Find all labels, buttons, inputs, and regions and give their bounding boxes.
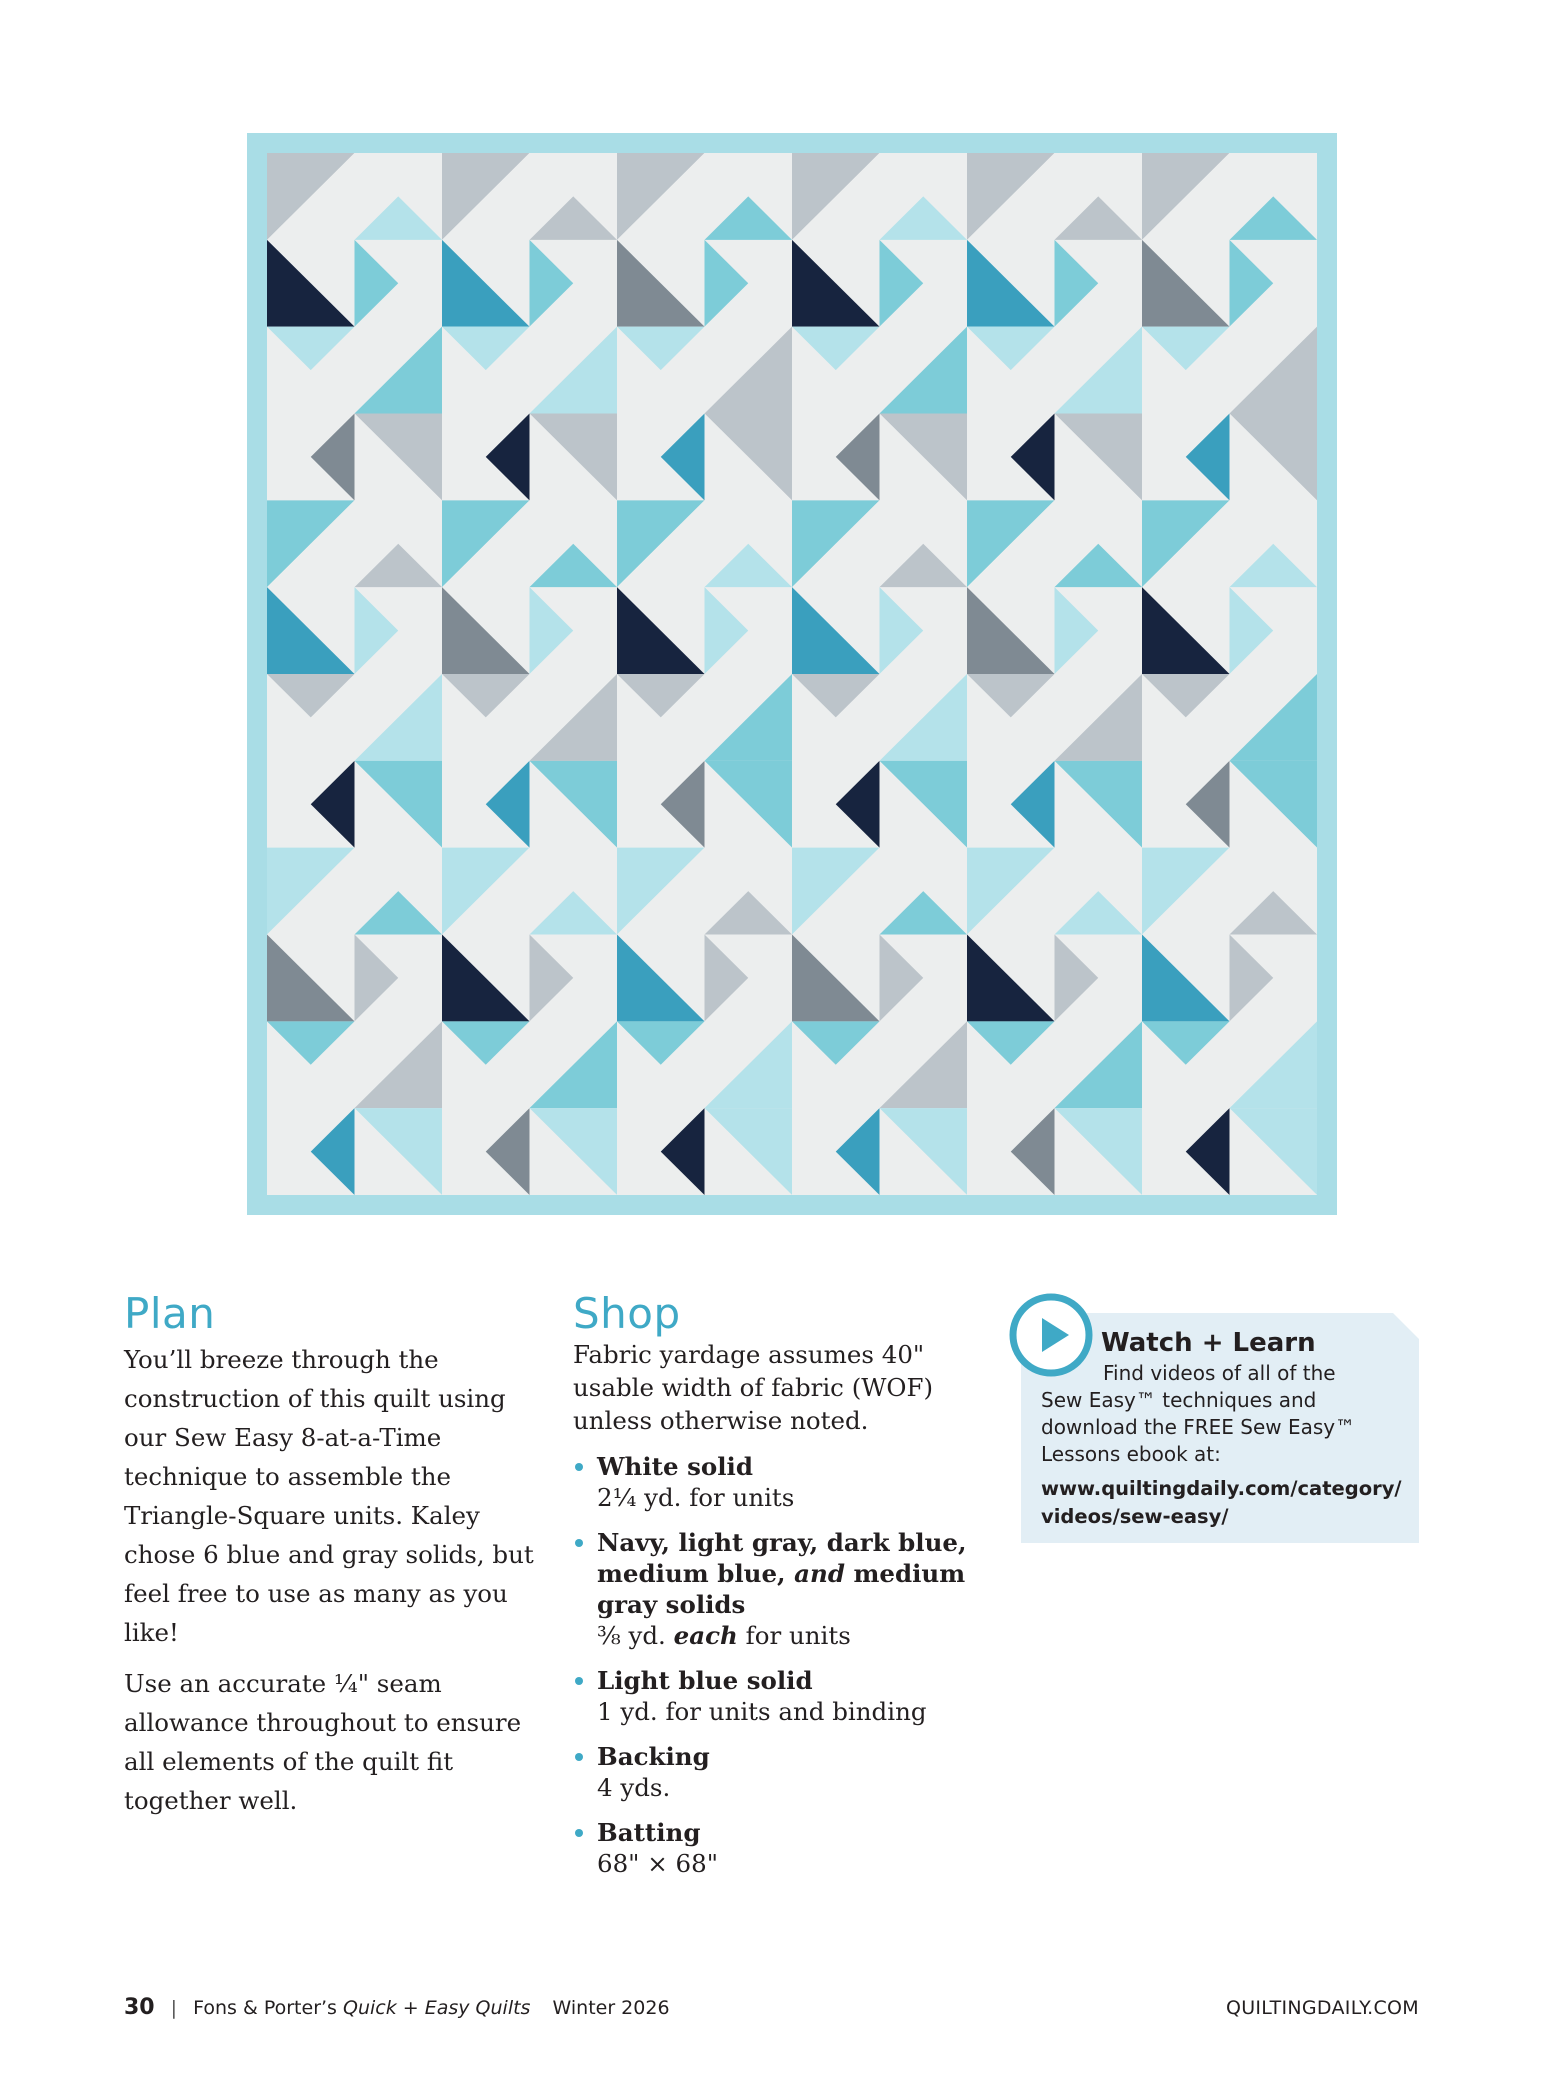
fabric-name-part: medium gray solids	[597, 1559, 966, 1619]
list-item	[573, 1665, 973, 1727]
fabric-amount: 68" × 68"	[597, 1849, 718, 1878]
fabric-name	[597, 1527, 973, 1620]
bullet-icon	[575, 1829, 583, 1837]
list-item	[573, 1451, 973, 1513]
bullet-icon	[575, 1463, 583, 1471]
plan-section	[124, 1290, 534, 1832]
fabric-name-part: Navy, light gray, dark blue, medium blue,	[597, 1528, 967, 1588]
issue-label: Winter 2026	[552, 1997, 670, 2019]
quilt-illustration	[247, 133, 1337, 1215]
watch-line: Find videos of all of the	[1103, 1361, 1336, 1385]
plan-heading: Plan	[124, 1289, 216, 1338]
fabric-amount: 4 yds.	[597, 1773, 671, 1802]
watch-line: download the FREE Sew Easy™	[1041, 1415, 1356, 1439]
watch-line: Sew Easy™ techniques and	[1041, 1388, 1317, 1412]
link-line[interactable]: videos/sew-easy/	[1041, 1505, 1229, 1528]
link-line[interactable]: www.quiltingdaily.com/category/	[1041, 1477, 1402, 1500]
publisher-name: Fons & Porter’s	[193, 1997, 343, 2019]
footer-website[interactable]: QUILTINGDAILY.COM	[1225, 1997, 1419, 2019]
fabric-list	[573, 1451, 973, 1879]
watch-learn-link[interactable]	[1041, 1475, 1411, 1531]
quilt-photo	[247, 133, 1337, 1215]
watch-learn-description	[1041, 1360, 1401, 1468]
folded-corner	[1393, 1313, 1419, 1339]
plan-paragraph-1: You’ll breeze through the construction of this quilt using our Sew Easy 8-at-a-Time technique to assemble the Triangle-Square units. Kaley chose 6 blue and gray solids, but feel free to use as many as you like!	[124, 1345, 534, 1647]
shop-section	[573, 1290, 973, 1893]
page-number: 30	[124, 1995, 155, 2020]
watch-learn-title: Watch + Learn	[1101, 1328, 1316, 1358]
fabric-name: Batting	[597, 1818, 701, 1847]
magazine-name: Quick + Easy Quilts	[342, 1997, 531, 2019]
fabric-amount: 1 yd. for units and binding	[597, 1697, 927, 1726]
fabric-name-emphasis: and	[794, 1559, 845, 1588]
fabric-amount-part: ⅜ yd.	[597, 1621, 674, 1650]
fabric-name: Light blue solid	[597, 1666, 813, 1695]
plan-paragraph-2: Use an accurate ¼" seam allowance throughout to ensure all elements of the quilt fit together well.	[124, 1669, 522, 1815]
list-item	[573, 1817, 973, 1879]
list-item	[573, 1741, 973, 1803]
fabric-amount-part: for units	[737, 1621, 851, 1650]
bullet-icon	[575, 1753, 583, 1761]
bullet-icon	[575, 1677, 583, 1685]
fabric-name: White solid	[597, 1452, 753, 1481]
fabric-name: Backing	[597, 1742, 710, 1771]
footer-separator: |	[170, 1997, 178, 2019]
watch-line: Lessons ebook at:	[1041, 1442, 1221, 1466]
list-item	[573, 1527, 973, 1651]
bullet-icon	[575, 1539, 583, 1547]
fabric-amount-emphasis: each	[673, 1621, 738, 1650]
fabric-amount	[597, 1620, 973, 1651]
fabric-amount: 2¼ yd. for units	[597, 1483, 795, 1512]
shop-heading: Shop	[573, 1289, 681, 1338]
shop-intro: Fabric yardage assumes 40" usable width of fabric (WOF) unless otherwise noted.	[573, 1340, 934, 1435]
page-footer	[124, 1995, 1419, 2027]
